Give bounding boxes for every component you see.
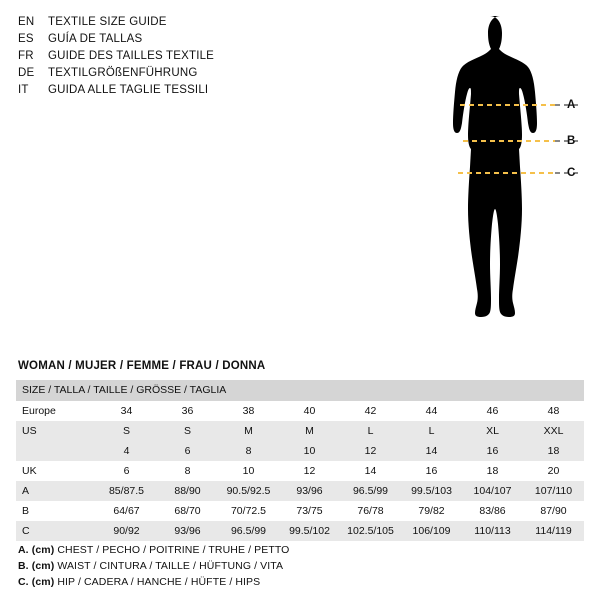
table-row [16,501,584,521]
language-row [18,50,298,67]
table-cell: 8 [218,441,279,461]
table-cell: 16 [401,461,462,481]
table-title-row [16,380,584,401]
table-cell: 96.5/99 [218,521,279,541]
table-row [16,481,584,501]
table-cell: 104/107 [462,481,523,501]
table-cell: 85/87.5 [96,481,157,501]
language-text: TEXTILGRÖßENFÜHRUNG [48,67,198,79]
legend-key: A. (cm) [18,544,55,556]
table-cell: 12 [279,461,340,481]
table-cell: 96.5/99 [340,481,401,501]
row-label [16,441,96,461]
language-row [18,84,298,101]
marker-label-c: C [567,167,576,179]
table-cell: 90.5/92.5 [218,481,279,501]
table-row [16,521,584,541]
language-list [18,16,298,101]
table-cell: S [157,421,218,441]
row-label: C [16,521,96,541]
table-cell: XXL [523,421,584,441]
table-cell: 102.5/105 [340,521,401,541]
table-cell: 87/90 [523,501,584,521]
table-cell: 14 [340,461,401,481]
table-cell: 64/67 [96,501,157,521]
table-cell: 10 [279,441,340,461]
language-code: EN [18,16,35,28]
section-heading: WOMAN / MUJER / FEMME / FRAU / DONNA [18,360,266,372]
language-code: FR [18,50,34,62]
language-code: IT [18,84,29,96]
table-cell: 36 [157,401,218,421]
size-table [16,380,584,541]
language-row [18,67,298,84]
legend-row [18,542,588,558]
table-cell: M [218,421,279,441]
table-cell: 12 [340,441,401,461]
table-cell: 68/70 [157,501,218,521]
table-cell: 18 [523,441,584,461]
table-cell: 6 [96,461,157,481]
table-cell: 4 [96,441,157,461]
table-cell: 18 [462,461,523,481]
table-cell: 40 [279,401,340,421]
language-text: TEXTILE SIZE GUIDE [48,16,167,28]
table-cell: 46 [462,401,523,421]
table-cell: 10 [218,461,279,481]
measurement-figure [430,8,590,378]
legend-text: WAIST / CINTURA / TAILLE / HÜFTUNG / VITA [57,560,284,572]
row-label: UK [16,461,96,481]
table-cell: 42 [340,401,401,421]
table-cell: 44 [401,401,462,421]
female-silhouette-icon [430,8,590,378]
table-row [16,401,584,421]
table-cell: 76/78 [340,501,401,521]
legend [18,542,588,590]
table-cell: 8 [157,461,218,481]
table-cell: 38 [218,401,279,421]
marker-label-a: A [567,99,576,111]
legend-text: CHEST / PECHO / POITRINE / TRUHE / PETTO [57,544,290,556]
table-cell: 106/109 [401,521,462,541]
table-cell: 34 [96,401,157,421]
language-text: GUIDA ALLE TAGLIE TESSILI [48,84,209,96]
row-label: B [16,501,96,521]
table-cell: 110/113 [462,521,523,541]
row-label: Europe [16,401,96,421]
language-code: ES [18,33,34,45]
table-cell: 90/92 [96,521,157,541]
table-title-cell: SIZE / TALLA / TAILLE / GRÖSSE / TAGLIA [16,380,584,401]
row-label: US [16,421,96,441]
table-cell: S [96,421,157,441]
table-cell: 70/72.5 [218,501,279,521]
table-cell: 79/82 [401,501,462,521]
table-cell: 20 [523,461,584,481]
table-cell: 83/86 [462,501,523,521]
table-cell: 16 [462,441,523,461]
legend-key: C. (cm) [18,576,55,588]
language-text: GUIDE DES TAILLES TEXTILE [48,50,215,62]
table-cell: 107/110 [523,481,584,501]
language-row [18,33,298,50]
language-code: DE [18,67,35,79]
table-cell: L [340,421,401,441]
table-cell: 6 [157,441,218,461]
legend-row [18,558,588,574]
table-cell: 99.5/102 [279,521,340,541]
table-cell: 73/75 [279,501,340,521]
marker-label-b: B [567,135,576,147]
table-cell: 93/96 [279,481,340,501]
table-cell: 14 [401,441,462,461]
row-label: A [16,481,96,501]
table-row [16,461,584,481]
table-cell: 88/90 [157,481,218,501]
table-cell: 114/119 [523,521,584,541]
language-row [18,16,298,33]
table-cell: 99.5/103 [401,481,462,501]
table-cell: M [279,421,340,441]
table-row [16,441,584,461]
legend-key: B. (cm) [18,560,55,572]
table-cell: 93/96 [157,521,218,541]
legend-row [18,574,588,590]
table-cell: XL [462,421,523,441]
table-cell: 48 [523,401,584,421]
table-cell: L [401,421,462,441]
language-text: GUÍA DE TALLAS [48,33,143,45]
legend-text: HIP / CADERA / HANCHE / HÜFTE / HIPS [57,576,261,588]
table-row [16,421,584,441]
